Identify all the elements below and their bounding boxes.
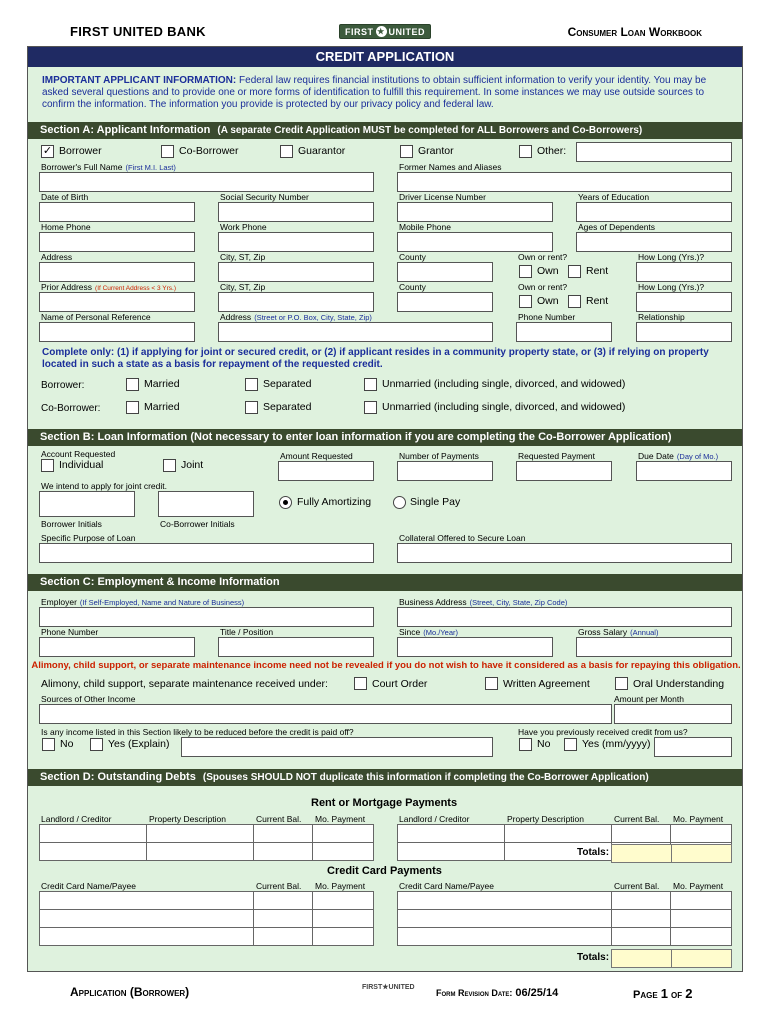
section-a-header [28,122,742,139]
cc-name-label-left: Credit Card Name/Payee [41,881,136,891]
other-income-label: Sources of Other Income [41,694,136,704]
num-payments-input[interactable] [397,461,493,481]
prior-rent-label: Rent [586,295,609,307]
prior-own-checkbox[interactable] [519,295,532,308]
credit-application-form [27,46,743,972]
amount-requested-label: Amount Requested [280,451,353,461]
coborrower-initials-label: Co-Borrower Initials [160,519,235,529]
ref-address-input[interactable] [218,322,493,342]
since-label: Since (Mo./Year) [399,627,459,637]
coborrower-unmarried-checkbox[interactable] [364,401,377,414]
coborrower-married-label: Married [144,401,180,413]
section-a-title: Section A: Applicant Information [40,124,211,136]
oral-understanding-checkbox[interactable] [615,677,628,690]
single-pay-radio[interactable] [393,496,406,509]
coborrower-unmarried-label: Unmarried (including single, divorced, and widowed) [382,401,626,413]
home-phone-label: Home Phone [41,222,91,232]
cc-totals-label: Totals: [577,952,610,963]
own-checkbox[interactable] [519,265,532,278]
prior-county-label: County [399,282,426,292]
reference-label: Name of Personal Reference [41,312,151,322]
co-borrower-checkbox[interactable] [161,145,174,158]
grantor-checkbox[interactable] [400,145,413,158]
table-row[interactable] [398,910,732,928]
prev-credit-no-checkbox[interactable] [519,738,532,751]
prior-address-label: Prior Address (If Current Address < 3 Yrs.) [41,282,177,292]
prior-own-rent-label: Own or rent? [518,282,568,292]
single-pay-label: Single Pay [410,496,461,508]
footer-logo-first: FIRST [362,984,383,991]
star-icon: ★ [377,27,385,36]
cc-table-left[interactable] [39,891,374,946]
due-date-label: Due Date (Day of Mo.) [638,451,719,461]
rent-total-balance[interactable] [611,844,672,863]
footer-logo-united: UNITED [388,984,415,991]
relationship-label: Relationship [638,312,685,322]
full-name-label: Borrower's Full Name (First M.I. Last) [41,162,176,172]
guarantor-checkbox[interactable] [280,145,293,158]
grantor-label: Grantor [418,145,454,157]
section-c-header: Section C: Employment & Income Information [28,574,742,591]
revision-label: Form Revision Date: [436,988,513,998]
home-phone-input[interactable] [39,232,195,252]
mobile-phone-input[interactable] [397,232,553,252]
footer-logo [362,983,415,991]
rent-property-label-left: Property Description [149,814,227,824]
prev-credit-no-label: No [537,738,551,750]
work-phone-input[interactable] [218,232,374,252]
dl-input[interactable] [397,202,553,222]
full-name-input[interactable] [39,172,374,192]
reduced-question: Is any income listed in this Section likely to be reduced before the credit is paid off? [41,727,354,737]
cc-name-label-right: Credit Card Name/Payee [399,881,494,891]
prior-rent-checkbox[interactable] [568,295,581,308]
written-agreement-checkbox[interactable] [485,677,498,690]
rent-balance-label-left: Current Bal. [256,814,302,824]
reduced-yes-checkbox[interactable] [90,738,103,751]
employer-phone-label: Phone Number [41,627,99,637]
table-row[interactable] [40,928,374,946]
page-total: 2 [685,986,693,1001]
employer-input[interactable] [39,607,374,627]
oral-understanding-label: Oral Understanding [633,678,725,690]
purpose-label: Specific Purpose of Loan [41,533,136,543]
alimony-question: Alimony, child support, separate maintenance received under: [41,678,328,690]
dob-input[interactable] [39,202,195,222]
borrower-label: Borrower [59,145,102,157]
bank-name: FIRST UNITED BANK [70,24,206,39]
former-names-label: Former Names and Aliases [399,162,502,172]
reference-input[interactable] [39,322,195,342]
amount-month-label: Amount per Month [614,694,684,704]
coborrower-initials-input[interactable] [158,491,254,517]
prior-city-label: City, ST, Zip [220,282,266,292]
section-d-title: Section D: Outstanding Debts [40,771,196,783]
rent-total-payment[interactable] [671,844,732,863]
borrower-checkbox[interactable]: ✓ [42,145,53,157]
address-label: Address [41,252,73,262]
page-current: 1 [660,986,668,1001]
ref-phone-input[interactable] [516,322,612,342]
table-row[interactable] [398,892,732,910]
dob-label: Date of Birth [41,192,89,202]
section-d-subtitle: (Spouses SHOULD NOT duplicate this information if completing the Co-Borrower Application) [202,772,649,783]
cc-payment-label-left: Mo. Payment [315,881,366,891]
coborrower-separated-label: Separated [263,401,312,413]
guarantor-label: Guarantor [298,145,346,157]
section-d-header [28,769,742,786]
city-label: City, ST, Zip [220,252,266,262]
county-label: County [399,252,426,262]
form-title: CREDIT APPLICATION [28,47,742,67]
rent-checkbox[interactable] [568,265,581,278]
borrower-initials-label: Borrower Initials [41,519,102,529]
prev-credit-yes-label: Yes (mm/yyyy) [582,738,651,750]
city-input[interactable] [218,262,374,282]
cc-table-right[interactable] [397,891,732,946]
address-input[interactable] [39,262,195,282]
business-address-label: Business Address (Street, City, State, Zip Code) [399,597,568,607]
borrower-unmarried-label: Unmarried (including single, divorced, and widowed) [382,378,626,390]
borrower-unmarried-checkbox[interactable] [364,378,377,391]
written-agreement-label: Written Agreement [503,678,590,690]
page-label: Page [633,989,658,1001]
dependents-input[interactable] [576,232,732,252]
since-input[interactable] [397,637,553,657]
footer-application: Application (Borrower) [70,985,190,999]
section-a-subtitle: (A separate Credit Application MUST be completed for ALL Borrowers and Co-Borrowers) [217,125,643,136]
collateral-input[interactable] [397,543,732,563]
section-b-header: Section B: Loan Information (Not necessary to enter loan information if you are completing the Co-Borrower Application) [28,429,742,446]
borrower-initials-input[interactable] [39,491,135,517]
fully-amortizing-label: Fully Amortizing [297,496,372,508]
table-row[interactable] [398,928,732,946]
other-income-input[interactable] [39,704,612,724]
dl-label: Driver License Number [399,192,486,202]
rent-landlord-label-right: Landlord / Creditor [399,814,470,824]
employer-phone-input[interactable] [39,637,195,657]
table-row[interactable] [40,825,374,843]
table-row[interactable] [40,910,374,928]
table-row[interactable] [398,825,732,843]
prior-address-input[interactable] [39,292,195,312]
logo-text-united: UNITED [388,26,425,37]
fully-amortizing-radio[interactable] [279,496,292,509]
ref-phone-label: Phone Number [518,312,576,322]
important-heading: IMPORTANT APPLICANT INFORMATION: [42,75,237,86]
cc-total-payment[interactable] [671,949,732,968]
individual-label: Individual [59,459,104,471]
other-checkbox[interactable] [519,145,532,158]
num-payments-label: Number of Payments [399,451,479,461]
rent-landlord-label-left: Landlord / Creditor [41,814,112,824]
relationship-input[interactable] [636,322,732,342]
ssn-label: Social Security Number [220,192,309,202]
requested-payment-label: Requested Payment [518,451,596,461]
workbook-title: Consumer Loan Workbook [567,25,702,39]
reduced-explain-input[interactable] [181,737,493,757]
amount-requested-input[interactable] [278,461,374,481]
prev-credit-question: Have you previously received credit from us? [518,727,688,737]
prior-county-input[interactable] [397,292,493,312]
county-input[interactable] [397,262,493,282]
coborrower-marital-label: Co-Borrower: [41,403,101,414]
co-borrower-label: Co-Borrower [179,145,239,157]
page-number [633,986,692,1001]
cc-balance-label-left: Current Bal. [256,881,302,891]
how-long-input[interactable] [636,262,732,282]
work-phone-label: Work Phone [220,222,267,232]
rent-label: Rent [586,265,609,277]
rent-totals-label: Totals: [577,847,610,858]
amount-month-input[interactable] [614,704,732,724]
education-input[interactable] [576,202,732,222]
employer-label: Employer (If Self-Employed, Name and Nature of Business) [41,597,245,607]
other-label: Other: [537,145,567,157]
salary-label: Gross Salary (Annual) [578,627,659,637]
joint-checkbox[interactable] [163,459,176,472]
revision-date: 06/25/14 [515,987,559,999]
rent-balance-label-right: Current Bal. [614,814,660,824]
former-names-input[interactable] [397,172,732,192]
borrower-married-label: Married [144,378,180,390]
prior-city-input[interactable] [218,292,374,312]
purpose-input[interactable] [39,543,374,563]
table-row[interactable] [40,843,374,861]
rent-mortgage-title: Rent or Mortgage Payments [311,797,458,809]
position-label: Title / Position [220,627,274,637]
coborrower-separated-checkbox[interactable] [245,401,258,414]
own-label: Own [537,265,559,277]
rent-payment-label-left: Mo. Payment [315,814,366,824]
of-label: of [671,989,683,1001]
collateral-label: Collateral Offered to Secure Loan [399,533,526,543]
court-order-checkbox[interactable] [354,677,367,690]
prior-how-long-label: How Long (Yrs.)? [638,282,705,292]
star-icon: ★ [382,984,389,991]
education-label: Years of Education [578,192,650,202]
own-rent-label: Own or rent? [518,252,568,262]
borrower-separated-label: Separated [263,378,312,390]
business-address-input[interactable] [397,607,732,627]
how-long-label: How Long (Yrs.)? [638,252,705,262]
rent-payment-label-right: Mo. Payment [673,814,724,824]
dependents-label: Ages of Dependents [578,222,656,232]
reduced-no-checkbox[interactable] [42,738,55,751]
prior-how-long-input[interactable] [636,292,732,312]
complete-only-note: Complete only: (1) if applying for joint or secured credit, or (2) if applicant resides in a community property state, or (3) if relying on property located in such a state as a basis for repayment of the requested credit. [42,347,709,370]
coborrower-married-checkbox[interactable] [126,401,139,414]
logo-text-first: FIRST [345,26,374,37]
rent-property-label-right: Property Description [507,814,585,824]
important-text: Federal law requires financial institutions to obtain sufficient information to verify your identity. You may be asked several questions and to provide one or more forms of identification to fulfill this requirement. In some instances we may use outside sources to confirm the information. The information you provide is protected by our privacy policy and federal law. [42,75,707,110]
prev-credit-date-input[interactable] [654,737,732,757]
mobile-phone-label: Mobile Phone [399,222,451,232]
borrower-separated-checkbox[interactable] [245,378,258,391]
individual-checkbox[interactable] [41,459,54,472]
important-info [42,75,732,111]
ref-address-label: Address (Street or P.O. Box, City, State, Zip) [220,312,372,322]
court-order-label: Court Order [372,678,428,690]
reduced-no-label: No [60,738,74,750]
other-input[interactable] [576,142,732,162]
borrower-marital-label: Borrower: [41,380,85,391]
salary-input[interactable] [576,637,732,657]
table-row[interactable] [40,892,374,910]
credit-card-title: Credit Card Payments [327,865,442,877]
reduced-yes-label: Yes (Explain) [108,738,170,750]
ssn-input[interactable] [218,202,374,222]
rent-table-left[interactable] [39,824,374,861]
bank-logo [339,24,431,39]
cc-payment-label-right: Mo. Payment [673,881,724,891]
prior-own-label: Own [537,295,559,307]
account-requested-label: Account Requested [41,449,116,459]
joint-label: Joint [181,459,204,471]
borrower-married-checkbox[interactable] [126,378,139,391]
form-revision [436,987,558,999]
position-input[interactable] [218,637,374,657]
cc-total-balance[interactable] [611,949,672,968]
requested-payment-input[interactable] [516,461,612,481]
due-date-input[interactable] [636,461,732,481]
joint-intent-label: We intend to apply for joint credit. [41,481,167,491]
cc-balance-label-right: Current Bal. [614,881,660,891]
alimony-warning: Alimony, child support, or separate maintenance income need not be revealed if you do not wish to have it considered as a basis for repaying this obligation. [31,660,741,671]
prev-credit-yes-checkbox[interactable] [564,738,577,751]
